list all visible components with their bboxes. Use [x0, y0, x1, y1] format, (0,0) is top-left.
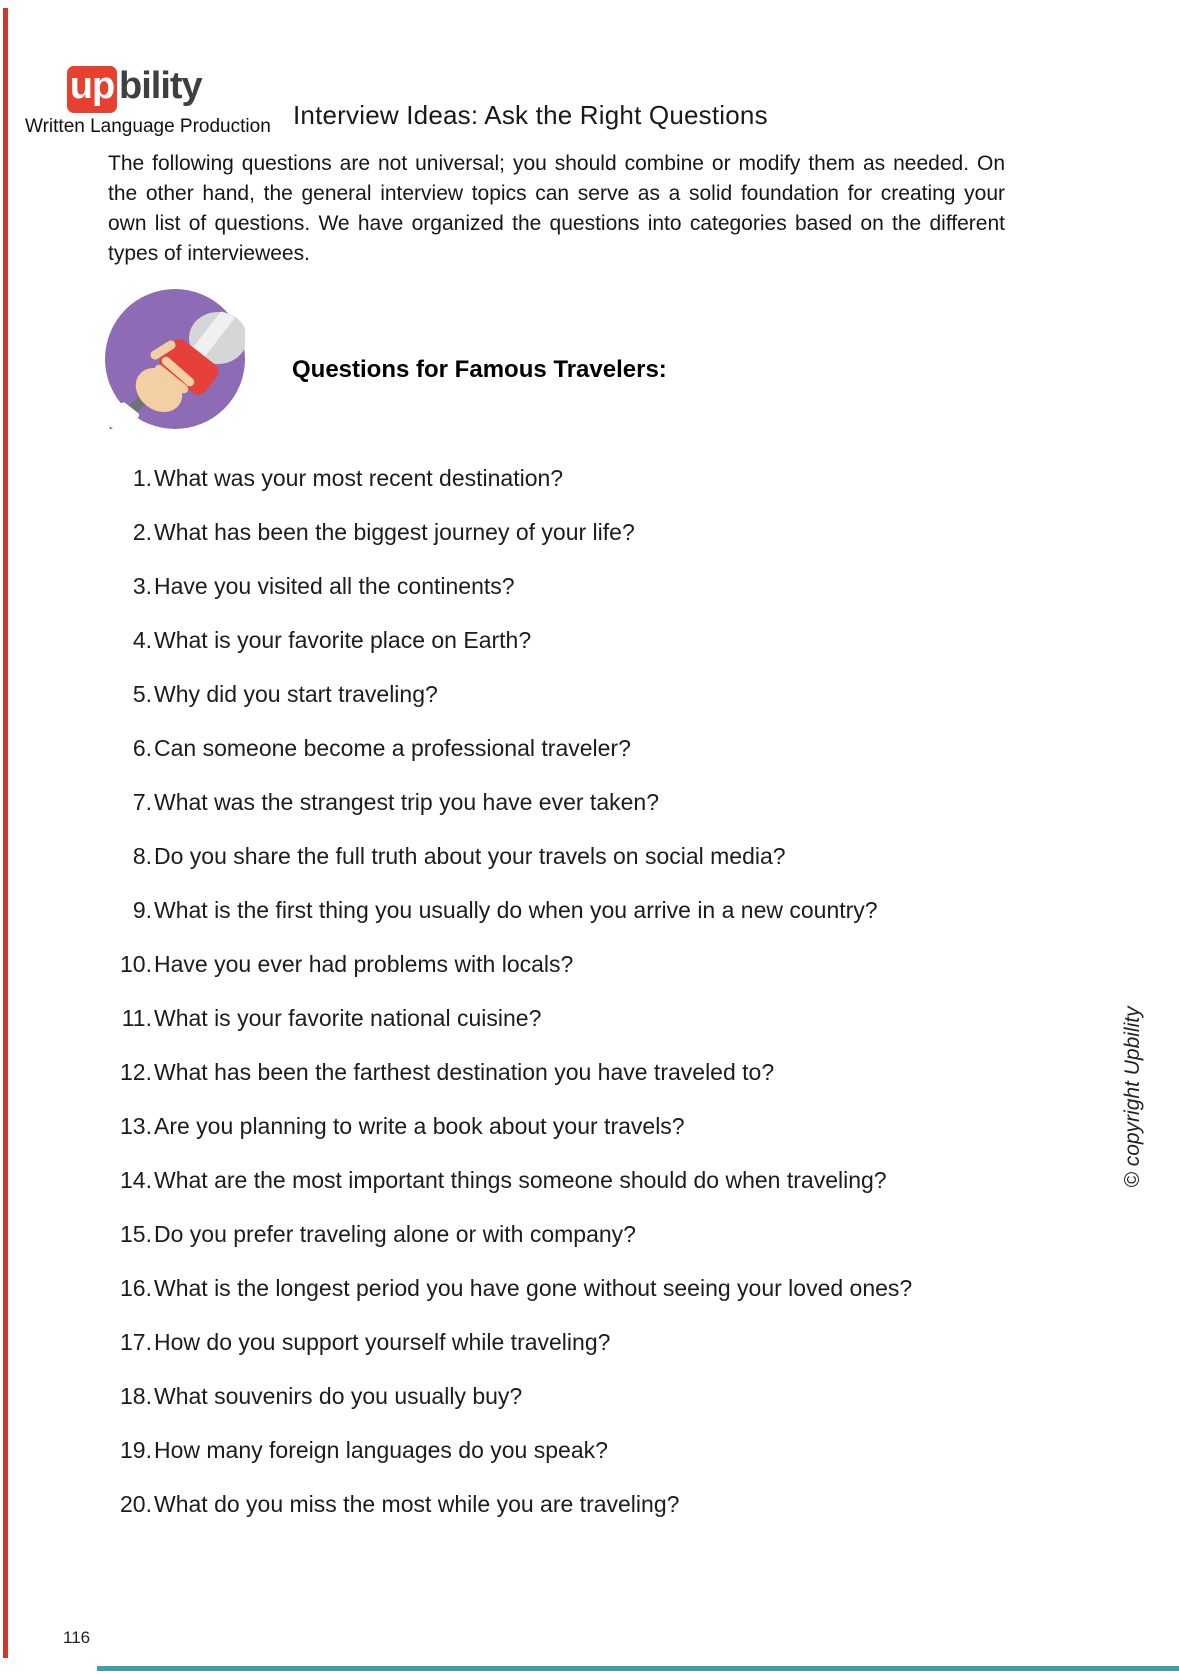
question-item: [118, 829, 1098, 883]
question-text: Can someone become a professional traveler?: [154, 734, 631, 761]
question-item: [118, 1261, 1098, 1315]
upbility-logo: [67, 64, 240, 114]
logo-up-badge: up: [67, 66, 117, 113]
question-number: 9.: [132, 896, 152, 923]
question-text: Why did you start traveling?: [154, 680, 438, 707]
question-number: 16.: [120, 1274, 152, 1301]
question-item: [118, 667, 1098, 721]
question-number: 17.: [120, 1328, 152, 1355]
question-text: How do you support yourself while traveling?: [154, 1328, 611, 1355]
question-item: [118, 613, 1098, 667]
section-heading: Questions for Famous Travelers:: [292, 356, 667, 383]
question-number: 13.: [120, 1112, 152, 1139]
question-item: [118, 1207, 1098, 1261]
microphone-interview-icon: [105, 289, 245, 429]
question-text: What was your most recent destination?: [154, 464, 564, 491]
question-text: What is your favorite place on Earth?: [154, 626, 532, 653]
question-text: Are you planning to write a book about your travels?: [154, 1112, 685, 1139]
question-item: [118, 1099, 1098, 1153]
question-text: Do you share the full truth about your travels on social media?: [154, 842, 786, 869]
question-text: What is the first thing you usually do when you arrive in a new country?: [154, 896, 878, 923]
question-item: [118, 1423, 1098, 1477]
question-number: 5.: [132, 680, 152, 707]
question-text: Do you prefer traveling alone or with company?: [154, 1220, 636, 1247]
question-item: [118, 1315, 1098, 1369]
question-number: 10.: [120, 950, 152, 977]
page-title: Interview Ideas: Ask the Right Questions: [293, 100, 768, 130]
question-item: [118, 937, 1098, 991]
question-number: 2.: [132, 518, 152, 545]
question-number: 8.: [132, 842, 152, 869]
brand-subtitle: Written Language Production: [25, 116, 271, 137]
page-number: 116: [63, 1628, 91, 1647]
question-number: 1.: [132, 464, 152, 491]
question-item: [118, 883, 1098, 937]
question-number: 12.: [120, 1058, 152, 1085]
brand-block: [25, 64, 271, 138]
question-text: What is the longest period you have gone without seeing your loved ones?: [154, 1274, 913, 1301]
question-text: Have you ever had problems with locals?: [154, 950, 574, 977]
question-item: [118, 1153, 1098, 1207]
question-item: [118, 721, 1098, 775]
question-item: [118, 451, 1098, 505]
question-number: 11.: [121, 1004, 152, 1031]
question-item: [118, 775, 1098, 829]
question-number: 6.: [132, 734, 152, 761]
question-item: [118, 505, 1098, 559]
question-text: What is your favorite national cuisine?: [154, 1004, 542, 1031]
question-number: 14.: [120, 1166, 152, 1193]
question-number: 3.: [132, 572, 152, 599]
left-edge-rule: [3, 8, 8, 1658]
copyright-note: © copyright Upbility: [1121, 1006, 1144, 1188]
question-item: [118, 559, 1098, 613]
question-number: 7.: [132, 788, 152, 815]
questions-list: [118, 451, 1098, 1531]
logo-wordmark: bility: [119, 64, 202, 107]
question-number: 18.: [120, 1382, 152, 1409]
question-text: What are the most important things someone should do when traveling?: [154, 1166, 887, 1193]
intro-paragraph: The following questions are not universal; you should combine or modify them as needed. On the other hand, the general interview topics can serve as a solid foundation for creating your own list of questions. We have organized the questions into categories based on the different types of interviewees.: [108, 152, 1005, 265]
question-number: 19.: [120, 1436, 152, 1463]
question-text: What do you miss the most while you are traveling?: [154, 1490, 680, 1517]
question-number: 15.: [120, 1220, 152, 1247]
question-number: 4.: [132, 626, 152, 653]
question-number: 20.: [120, 1490, 152, 1517]
question-item: [118, 1369, 1098, 1423]
bottom-edge-rule: [97, 1666, 1179, 1671]
question-item: [118, 991, 1098, 1045]
question-text: Have you visited all the continents?: [154, 572, 515, 599]
question-text: How many foreign languages do you speak?: [154, 1436, 608, 1463]
question-text: What has been the farthest destination you have traveled to?: [154, 1058, 775, 1085]
question-text: What was the strangest trip you have ever taken?: [154, 788, 659, 815]
question-item: [118, 1045, 1098, 1099]
question-item: [118, 1477, 1098, 1531]
question-text: What souvenirs do you usually buy?: [154, 1382, 523, 1409]
question-text: What has been the biggest journey of your life?: [154, 518, 635, 545]
